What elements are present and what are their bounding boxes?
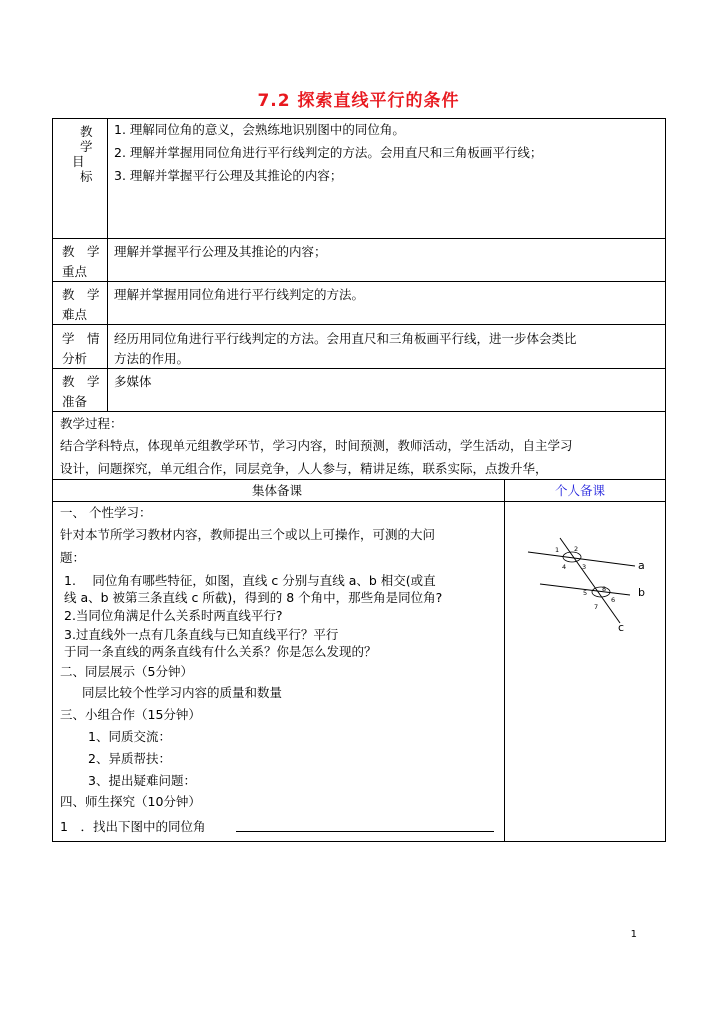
task-text: 1 ．找出下图中的同位角: [60, 819, 206, 834]
analysis-text: 经历用同位角进行平行线判定的方法。会用直尺和三角板画平行线，进一步体会类比: [114, 331, 577, 346]
question-text: 线 a、b 被第三条直线 c 所截)，得到的 8 个角中，那些角是同位角?: [64, 590, 443, 605]
analysis-text: 方法的作用。: [114, 351, 190, 366]
question-text: 2.当同位角满足什么关系时两直线平行?: [64, 608, 283, 623]
parallel-lines-figure: [520, 535, 660, 635]
analysis-label-bottom: 分析: [62, 351, 88, 366]
line-label-a: a: [638, 559, 645, 572]
page-title: 7.2 探索直线平行的条件: [257, 91, 460, 111]
angle-label: 3: [582, 563, 587, 571]
section-text: 针对本节所学习教材内容，教师提出三个或以上可操作，可测的大问: [60, 527, 436, 542]
page-number: 1: [630, 929, 637, 940]
goal-item: 1. 理解同位角的意义，会熟练地识别图中的同位角。: [114, 122, 405, 137]
list-item: 1、同质交流：: [88, 729, 171, 744]
section-text: 同层比较个性学习内容的质量和数量: [82, 685, 283, 700]
analysis-label-top: 学 情: [62, 331, 100, 346]
key-label-top: 教 学: [62, 244, 100, 259]
section-title: 四、师生探究（10分钟）: [60, 794, 201, 809]
key-label-bottom: 重点: [62, 264, 88, 279]
angle-label: 4: [562, 563, 567, 571]
process-heading: 教学过程：: [60, 416, 123, 431]
angle-label: 2: [574, 545, 579, 553]
angle-label: 5: [583, 589, 588, 597]
question-text: 3.过直线外一点有几条直线与已知直线平行？平行: [64, 627, 339, 642]
prep-label-bottom: 准备: [62, 394, 88, 409]
angle-label: 1: [555, 546, 560, 554]
section-text: 题：: [60, 550, 86, 565]
personal-header: 个人备课: [555, 483, 606, 498]
collective-header: 集体备课: [252, 483, 303, 498]
list-item: 2、异质帮扶：: [88, 751, 171, 766]
answer-blank-line: [236, 831, 494, 832]
difficult-text: 理解并掌握用同位角进行平行线判定的方法。: [114, 287, 365, 302]
key-text: 理解并掌握平行公理及其推论的内容；: [114, 244, 327, 259]
angle-label: 8: [602, 585, 607, 593]
prep-label-top: 教 学: [62, 374, 100, 389]
process-text: 结合学科特点，体现单元组教学环节，学习内容，时间预测，教师活动，学生活动，自主学习: [60, 438, 573, 453]
question-text: 于同一条直线的两条直线有什么关系？你是怎么发现的？: [64, 644, 377, 659]
goal-item: 3. 理解并掌握平行公理及其推论的内容；: [114, 168, 343, 183]
question-text: 1. 同位角有哪些特征，如图，直线 c 分别与直线 a、b 相交(或直: [64, 573, 436, 588]
section-title: 三、小组合作（15分钟）: [60, 707, 201, 722]
difficult-label-bottom: 难点: [62, 307, 88, 322]
line-label-c: c: [618, 621, 625, 634]
line-c: [560, 538, 620, 623]
list-item: 3、提出疑难问题：: [88, 773, 196, 788]
difficult-label-top: 教 学: [62, 287, 100, 302]
angle-label: 6: [611, 596, 616, 604]
goal-item: 2. 理解并掌握用同位角进行平行线判定的方法。会用直尺和三角板画平行线；: [114, 145, 543, 160]
line-label-b: b: [638, 586, 645, 599]
prep-text: 多媒体: [114, 374, 152, 389]
angle-label: 7: [594, 603, 599, 611]
section-title: 二、同层展示（5分钟）: [60, 664, 193, 679]
section-title: 一、 个性学习：: [60, 505, 152, 520]
process-text: 设计，问题探究，单元组合作，同层竞争，人人参与，精讲足练，联系实际，点拨升华，: [60, 461, 548, 476]
